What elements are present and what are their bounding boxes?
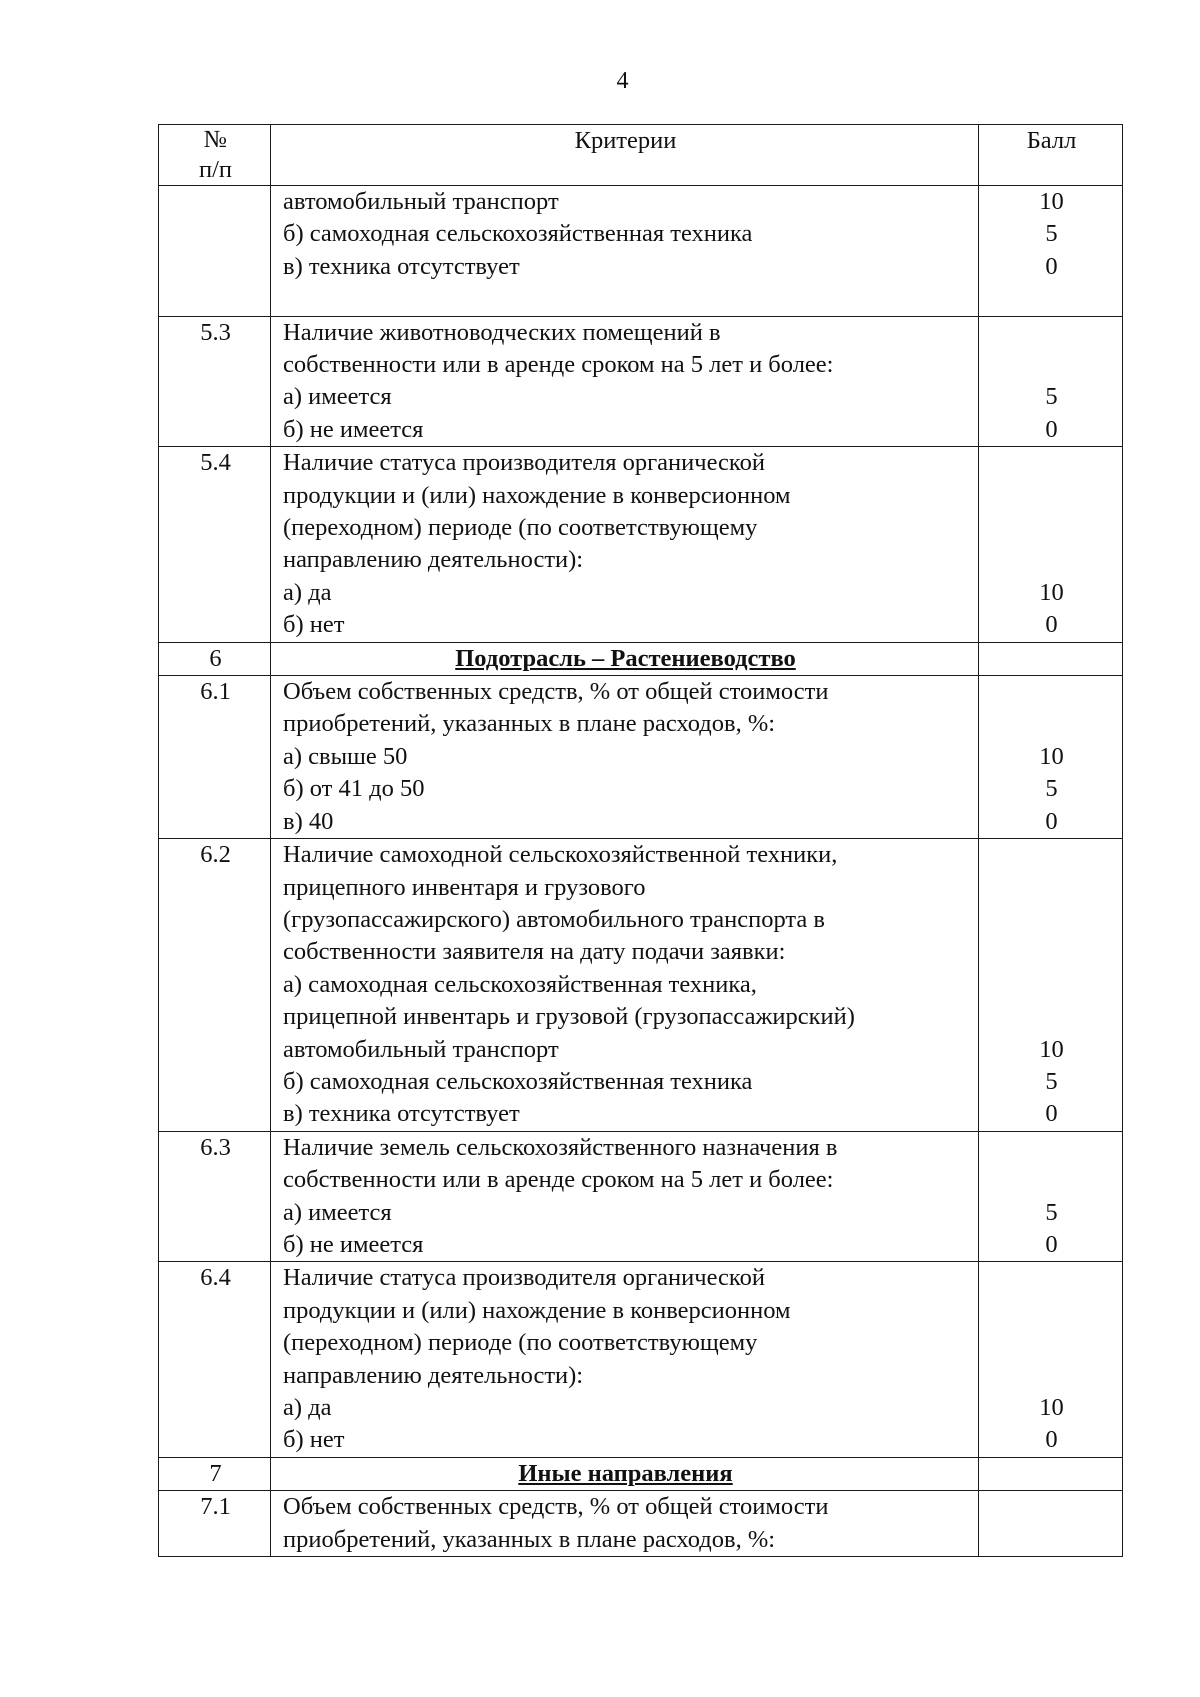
criteria-line: Наличие статуса производителя органической	[283, 449, 765, 477]
score-value: 5	[1045, 1198, 1058, 1226]
criteria-cell	[271, 1491, 979, 1557]
criteria-line: в) техника отсутствует	[283, 252, 520, 280]
score-value: 0	[1045, 611, 1058, 639]
score-value	[991, 872, 1112, 904]
criteria-line: прицепного инвентаря и грузового	[283, 873, 646, 901]
score-value: 0	[1045, 415, 1058, 443]
header-number-abbrev: п/п	[198, 156, 233, 183]
table-header	[159, 125, 1123, 186]
criteria-cell	[271, 1262, 979, 1457]
criteria-line: приобретений, указанных в плане расходов, %:	[283, 710, 776, 738]
criteria-line: б) не имеется	[283, 415, 424, 443]
header-row	[159, 125, 1123, 186]
score-value: 0	[1045, 252, 1058, 280]
criteria-line: а) свыше 50	[283, 742, 408, 770]
score-value	[991, 480, 1112, 512]
criteria-line: приобретений, указанных в плане расходов, %:	[283, 1525, 776, 1553]
score-blank	[991, 1458, 1112, 1490]
score-value: 10	[1039, 1035, 1064, 1063]
header-score: Балл	[979, 125, 1123, 186]
score-value: 10	[1039, 188, 1064, 215]
score-cell	[979, 1131, 1123, 1262]
score-value	[991, 447, 1112, 479]
score-cell	[979, 839, 1123, 1132]
criteria-line: а) имеется	[283, 1198, 392, 1226]
score-value: 0	[1045, 807, 1058, 835]
score-value: 10	[1039, 578, 1064, 606]
score-value: 0	[1045, 1100, 1058, 1128]
criteria-line: б) нет	[283, 1426, 345, 1454]
score-blank	[991, 643, 1112, 675]
score-cell	[979, 676, 1123, 839]
row-number: 6.1	[159, 676, 271, 839]
score-cell	[979, 186, 1123, 317]
header-criteria: Критерии	[271, 125, 979, 186]
criteria-line: б) самоходная сельскохозяйственная техника	[283, 1067, 753, 1095]
table-row	[159, 316, 1123, 447]
score-value: 5	[1045, 383, 1058, 411]
table-row	[159, 839, 1123, 1132]
criteria-line: Наличие статуса производителя органической	[283, 1264, 765, 1292]
score-value	[991, 544, 1112, 576]
row-spacer	[283, 283, 968, 315]
score-value	[991, 1132, 1112, 1164]
table-row	[159, 1131, 1123, 1262]
criteria-line: Объем собственных средств, % от общей стоимости	[283, 678, 829, 706]
score-cell	[979, 316, 1123, 447]
score-cell	[979, 642, 1123, 675]
row-number: 6	[159, 642, 271, 675]
criteria-cell	[271, 642, 979, 675]
criteria-line: а) да	[283, 1394, 332, 1422]
criteria-cell	[271, 447, 979, 642]
criteria-line: продукции и (или) нахождение в конверсионном	[283, 481, 791, 509]
row-number: 5.4	[159, 447, 271, 642]
criteria-line: автомобильный транспорт	[283, 1035, 559, 1063]
score-value	[991, 904, 1112, 936]
criteria-line: Наличие земель сельскохозяйственного назначения в	[283, 1133, 838, 1161]
score-value	[991, 839, 1112, 871]
criteria-line: Наличие самоходной сельскохозяйственной техники,	[283, 841, 838, 869]
criteria-line: б) не имеется	[283, 1230, 424, 1258]
score-value	[991, 512, 1112, 544]
criteria-line: продукции и (или) нахождение в конверсионном	[283, 1296, 791, 1324]
row-number: 5.3	[159, 316, 271, 447]
criteria-table	[158, 124, 1123, 1557]
criteria-line: автомобильный транспорт	[283, 188, 559, 215]
criteria-cell	[271, 839, 979, 1132]
row-number: 7.1	[159, 1491, 271, 1557]
section-title: Подотрасль – Растениеводство	[455, 644, 796, 672]
criteria-line: б) от 41 до 50	[283, 775, 425, 803]
criteria-cell	[271, 1131, 979, 1262]
score-cell	[979, 1262, 1123, 1457]
criteria-line: собственности или в аренде сроком на 5 лет и более:	[283, 1166, 834, 1194]
table-row	[159, 186, 1123, 317]
criteria-line: Наличие животноводческих помещений в	[283, 318, 721, 346]
criteria-line: (грузопассажирского) автомобильного транспорта в	[283, 905, 826, 933]
criteria-line: в) техника отсутствует	[283, 1100, 520, 1128]
score-cell	[979, 1457, 1123, 1490]
page-number: 4	[616, 68, 629, 94]
row-number: 6.2	[159, 839, 271, 1132]
score-cell	[979, 447, 1123, 642]
criteria-line: в) 40	[283, 807, 334, 835]
score-value: 10	[1039, 1394, 1064, 1422]
score-value	[991, 1327, 1112, 1359]
table-row	[159, 1491, 1123, 1557]
header-number	[159, 125, 271, 186]
criteria-cell	[271, 676, 979, 839]
header-number-symbol: №	[203, 126, 228, 153]
score-value	[991, 1491, 1112, 1523]
score-cell	[979, 1491, 1123, 1557]
table-row	[159, 447, 1123, 642]
score-value	[991, 317, 1112, 349]
criteria-line: собственности или в аренде сроком на 5 лет и более:	[283, 351, 834, 379]
criteria-cell	[271, 316, 979, 447]
row-number: 7	[159, 1457, 271, 1490]
score-value: 5	[1045, 775, 1058, 803]
row-number	[159, 186, 271, 317]
score-value	[991, 708, 1112, 740]
criteria-line: (переходном) периоде (по соответствующему	[283, 1329, 758, 1357]
table-row	[159, 676, 1123, 839]
section-title: Иные направления	[518, 1459, 733, 1487]
criteria-cell	[271, 186, 979, 317]
section-row	[159, 1457, 1123, 1490]
criteria-line: (переходном) периоде (по соответствующему	[283, 514, 758, 542]
score-value	[991, 1295, 1112, 1327]
row-number: 6.4	[159, 1262, 271, 1457]
criteria-cell	[271, 1457, 979, 1490]
score-value	[991, 1262, 1112, 1294]
score-value: 0	[1045, 1230, 1058, 1258]
score-value	[991, 1164, 1112, 1196]
score-value	[991, 1001, 1112, 1033]
score-value	[991, 676, 1112, 708]
row-spacer	[991, 283, 1112, 315]
section-row	[159, 642, 1123, 675]
score-value	[991, 936, 1112, 968]
criteria-line: направлению деятельности):	[283, 546, 584, 574]
criteria-line: Объем собственных средств, % от общей стоимости	[283, 1493, 829, 1521]
criteria-line: прицепной инвентарь и грузовой (грузопассажирский)	[283, 1003, 855, 1031]
criteria-line: б) нет	[283, 611, 345, 639]
score-value: 10	[1039, 742, 1064, 770]
score-value	[991, 1524, 1112, 1556]
score-value: 5	[1045, 220, 1058, 248]
criteria-line: собственности заявителя на дату подачи заявки:	[283, 938, 786, 966]
table-body	[159, 186, 1123, 1557]
score-value: 5	[1045, 1067, 1058, 1095]
criteria-line: а) имеется	[283, 383, 392, 411]
score-value	[991, 1360, 1112, 1392]
criteria-line: а) самоходная сельскохозяйственная техника,	[283, 970, 757, 998]
row-number: 6.3	[159, 1131, 271, 1262]
table-row	[159, 1262, 1123, 1457]
score-value	[991, 969, 1112, 1001]
criteria-line: а) да	[283, 578, 332, 606]
criteria-line: направлению деятельности):	[283, 1361, 584, 1389]
criteria-line: б) самоходная сельскохозяйственная техника	[283, 220, 753, 248]
score-value: 0	[1045, 1426, 1058, 1454]
score-value	[991, 349, 1112, 381]
